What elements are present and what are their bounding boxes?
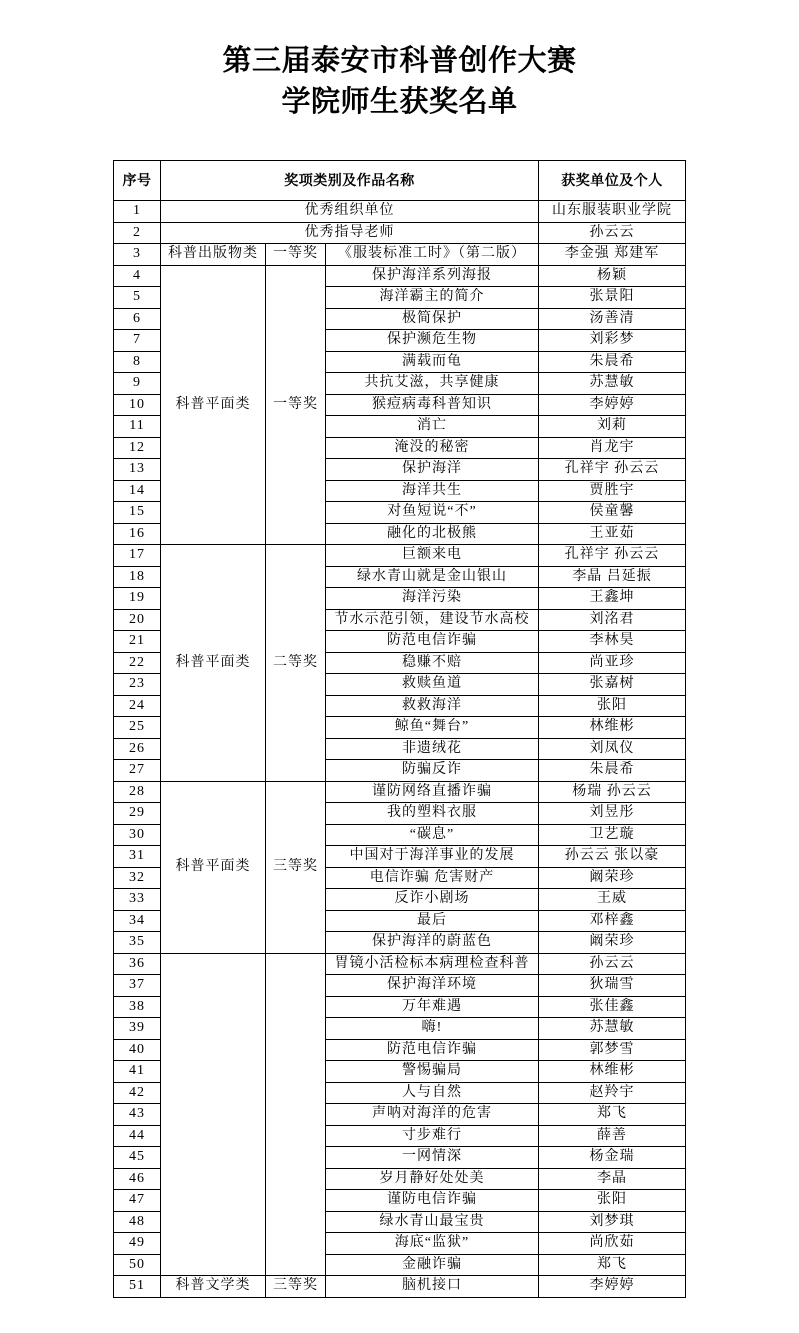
- work-title: 保护海洋: [326, 459, 539, 481]
- serial-number: 36: [114, 953, 161, 975]
- work-title: 猴痘病毒科普知识: [326, 394, 539, 416]
- winner-name: 刘昱彤: [539, 803, 686, 825]
- winner-name: 阚荣珍: [539, 932, 686, 954]
- serial-number: 25: [114, 717, 161, 739]
- serial-number: 2: [114, 222, 161, 244]
- award-level: 一等奖: [266, 265, 326, 545]
- work-title: “碳息”: [326, 824, 539, 846]
- winner-name: 李晶 吕延振: [539, 566, 686, 588]
- winner-name: 王亚茹: [539, 523, 686, 545]
- winner-name: 李婷婷: [539, 394, 686, 416]
- work-title: 一网情深: [326, 1147, 539, 1169]
- work-title: 海洋污染: [326, 588, 539, 610]
- serial-number: 15: [114, 502, 161, 524]
- serial-number: 24: [114, 695, 161, 717]
- winner-name: 刘莉: [539, 416, 686, 438]
- work-title: 防骗反诈: [326, 760, 539, 782]
- work-title: 万年难遇: [326, 996, 539, 1018]
- table-header-row: [114, 161, 686, 201]
- work-title: 嗨!: [326, 1018, 539, 1040]
- winner-name: 孔祥宇 孙云云: [539, 459, 686, 481]
- award-level: 一等奖: [266, 244, 326, 266]
- award-category: 科普平面类: [161, 781, 266, 953]
- winner-name: 苏慧敏: [539, 373, 686, 395]
- work-title: 海底“监狱”: [326, 1233, 539, 1255]
- winner-name: 孙云云 张以豪: [539, 846, 686, 868]
- winner-name: 张嘉树: [539, 674, 686, 696]
- serial-number: 4: [114, 265, 161, 287]
- serial-number: 13: [114, 459, 161, 481]
- work-title: 满载而龟: [326, 351, 539, 373]
- winner-name: 尚亚珍: [539, 652, 686, 674]
- work-title: 绿水青山就是金山银山: [326, 566, 539, 588]
- header-winner: 获奖单位及个人: [539, 161, 686, 201]
- winner-name: 卫艺璇: [539, 824, 686, 846]
- serial-number: 21: [114, 631, 161, 653]
- winner-name: 苏慧敏: [539, 1018, 686, 1040]
- winner-name: 孔祥宇 孙云云: [539, 545, 686, 567]
- table-row: [114, 1276, 686, 1298]
- work-title: 对鱼短说“不”: [326, 502, 539, 524]
- serial-number: 16: [114, 523, 161, 545]
- serial-number: 40: [114, 1039, 161, 1061]
- table-row: [114, 545, 686, 567]
- table-row: [114, 201, 686, 223]
- winner-name: 狄瑞雪: [539, 975, 686, 997]
- work-title: 节水示范引领，建设节水高校: [326, 609, 539, 631]
- work-title: 绿水青山最宝贵: [326, 1211, 539, 1233]
- serial-number: 29: [114, 803, 161, 825]
- document-subtitle: 学院师生获奖名单: [281, 84, 518, 118]
- serial-number: 38: [114, 996, 161, 1018]
- serial-number: 33: [114, 889, 161, 911]
- table-row: [114, 222, 686, 244]
- award-level: 二等奖: [266, 545, 326, 782]
- serial-number: 43: [114, 1104, 161, 1126]
- work-title: 融化的北极熊: [326, 523, 539, 545]
- winner-name: 李金强 郑建军: [539, 244, 686, 266]
- serial-number: 45: [114, 1147, 161, 1169]
- work-title: 保护濒危生物: [326, 330, 539, 352]
- work-title: 救赎鱼道: [326, 674, 539, 696]
- work-title: 谨防网络直播诈骗: [326, 781, 539, 803]
- serial-number: 12: [114, 437, 161, 459]
- award-category: 科普出版物类: [161, 244, 266, 266]
- work-title: 人与自然: [326, 1082, 539, 1104]
- work-title: 岁月静好处处美: [326, 1168, 539, 1190]
- serial-number: 32: [114, 867, 161, 889]
- table-row: [114, 953, 686, 975]
- award-list-table: [113, 160, 686, 1298]
- award-category: [161, 953, 266, 1276]
- winner-name: 赵羚宇: [539, 1082, 686, 1104]
- work-title: 我的塑料衣服: [326, 803, 539, 825]
- winner-name: 林维彬: [539, 717, 686, 739]
- serial-number: 37: [114, 975, 161, 997]
- work-title: 非遗绒花: [326, 738, 539, 760]
- serial-number: 31: [114, 846, 161, 868]
- winner-name: 侯童馨: [539, 502, 686, 524]
- winner-name: 李林昊: [539, 631, 686, 653]
- work-title: 海洋共生: [326, 480, 539, 502]
- award-level: [266, 953, 326, 1276]
- table-row: [114, 244, 686, 266]
- honor-title: 优秀指导老师: [161, 222, 539, 244]
- winner-name: 杨瑞 孙云云: [539, 781, 686, 803]
- work-title: 鲸鱼“舞台”: [326, 717, 539, 739]
- winner-name: 郭梦雪: [539, 1039, 686, 1061]
- work-title: 寸步难行: [326, 1125, 539, 1147]
- winner-name: 朱晨希: [539, 760, 686, 782]
- work-title: 脑机接口: [326, 1276, 539, 1298]
- serial-number: 1: [114, 201, 161, 223]
- serial-number: 46: [114, 1168, 161, 1190]
- serial-number: 27: [114, 760, 161, 782]
- winner-name: 张阳: [539, 695, 686, 717]
- header-serial-number: 序号: [114, 161, 161, 201]
- work-title: 警惕骗局: [326, 1061, 539, 1083]
- winner-name: 李晶: [539, 1168, 686, 1190]
- winner-name: 肖龙宇: [539, 437, 686, 459]
- winner-name: 孙云云: [539, 222, 686, 244]
- winner-name: 张阳: [539, 1190, 686, 1212]
- serial-number: 5: [114, 287, 161, 309]
- winner-name: 郑飞: [539, 1254, 686, 1276]
- work-title: 中国对于海洋事业的发展: [326, 846, 539, 868]
- table-row: [114, 265, 686, 287]
- serial-number: 9: [114, 373, 161, 395]
- award-level: 三等奖: [266, 1276, 326, 1298]
- work-title: 防范电信诈骗: [326, 1039, 539, 1061]
- work-title: 《服装标准工时》（第二版）: [326, 244, 539, 266]
- serial-number: 10: [114, 394, 161, 416]
- work-title: 保护海洋的蔚蓝色: [326, 932, 539, 954]
- serial-number: 8: [114, 351, 161, 373]
- serial-number: 26: [114, 738, 161, 760]
- serial-number: 47: [114, 1190, 161, 1212]
- work-title: 保护海洋环境: [326, 975, 539, 997]
- work-title: 电信诈骗 危害财产: [326, 867, 539, 889]
- serial-number: 6: [114, 308, 161, 330]
- work-title: 巨额来电: [326, 545, 539, 567]
- serial-number: 23: [114, 674, 161, 696]
- serial-number: 48: [114, 1211, 161, 1233]
- document-title: 第三届泰安市科普创作大赛: [222, 43, 577, 77]
- work-title: 胃镜小活检标本病理检查科普: [326, 953, 539, 975]
- serial-number: 49: [114, 1233, 161, 1255]
- winner-name: 王鑫坤: [539, 588, 686, 610]
- winner-name: 张佳鑫: [539, 996, 686, 1018]
- header-award-and-work: 奖项类别及作品名称: [161, 161, 539, 201]
- serial-number: 19: [114, 588, 161, 610]
- work-title: 淹没的秘密: [326, 437, 539, 459]
- serial-number: 28: [114, 781, 161, 803]
- winner-name: 刘洺君: [539, 609, 686, 631]
- honor-title: 优秀组织单位: [161, 201, 539, 223]
- serial-number: 51: [114, 1276, 161, 1298]
- winner-name: 杨颖: [539, 265, 686, 287]
- winner-name: 张景阳: [539, 287, 686, 309]
- winner-name: 刘彩梦: [539, 330, 686, 352]
- serial-number: 42: [114, 1082, 161, 1104]
- winner-name: 汤善清: [539, 308, 686, 330]
- serial-number: 17: [114, 545, 161, 567]
- winner-name: 贾胜宇: [539, 480, 686, 502]
- work-title: 金融诈骗: [326, 1254, 539, 1276]
- winner-name: 王威: [539, 889, 686, 911]
- award-category: 科普平面类: [161, 265, 266, 545]
- serial-number: 30: [114, 824, 161, 846]
- award-category: 科普文学类: [161, 1276, 266, 1298]
- serial-number: 22: [114, 652, 161, 674]
- serial-number: 18: [114, 566, 161, 588]
- serial-number: 7: [114, 330, 161, 352]
- winner-name: 刘凤仪: [539, 738, 686, 760]
- winner-name: 阚荣珍: [539, 867, 686, 889]
- winner-name: 李婷婷: [539, 1276, 686, 1298]
- table-body: [114, 201, 686, 1298]
- winner-name: 孙云云: [539, 953, 686, 975]
- work-title: 救救海洋: [326, 695, 539, 717]
- work-title: 声呐对海洋的危害: [326, 1104, 539, 1126]
- work-title: 极简保护: [326, 308, 539, 330]
- table-row: [114, 781, 686, 803]
- winner-name: 薛善: [539, 1125, 686, 1147]
- work-title: 稳赚不赔: [326, 652, 539, 674]
- work-title: 谨防电信诈骗: [326, 1190, 539, 1212]
- winner-name: 杨金瑞: [539, 1147, 686, 1169]
- serial-number: 35: [114, 932, 161, 954]
- work-title: 最后: [326, 910, 539, 932]
- award-category: 科普平面类: [161, 545, 266, 782]
- winner-name: 朱晨希: [539, 351, 686, 373]
- winner-name: 尚欣茹: [539, 1233, 686, 1255]
- winner-name: 刘梦琪: [539, 1211, 686, 1233]
- serial-number: 20: [114, 609, 161, 631]
- work-title: 共抗艾滋，共享健康: [326, 373, 539, 395]
- winner-name: 林维彬: [539, 1061, 686, 1083]
- winner-name: 邓梓鑫: [539, 910, 686, 932]
- winner-name: 山东服装职业学院: [539, 201, 686, 223]
- serial-number: 50: [114, 1254, 161, 1276]
- work-title: 海洋霸主的简介: [326, 287, 539, 309]
- award-level: 三等奖: [266, 781, 326, 953]
- serial-number: 34: [114, 910, 161, 932]
- serial-number: 39: [114, 1018, 161, 1040]
- serial-number: 3: [114, 244, 161, 266]
- work-title: 防范电信诈骗: [326, 631, 539, 653]
- serial-number: 41: [114, 1061, 161, 1083]
- serial-number: 14: [114, 480, 161, 502]
- work-title: 消亡: [326, 416, 539, 438]
- serial-number: 44: [114, 1125, 161, 1147]
- work-title: 反诈小剧场: [326, 889, 539, 911]
- serial-number: 11: [114, 416, 161, 438]
- work-title: 保护海洋系列海报: [326, 265, 539, 287]
- winner-name: 郑飞: [539, 1104, 686, 1126]
